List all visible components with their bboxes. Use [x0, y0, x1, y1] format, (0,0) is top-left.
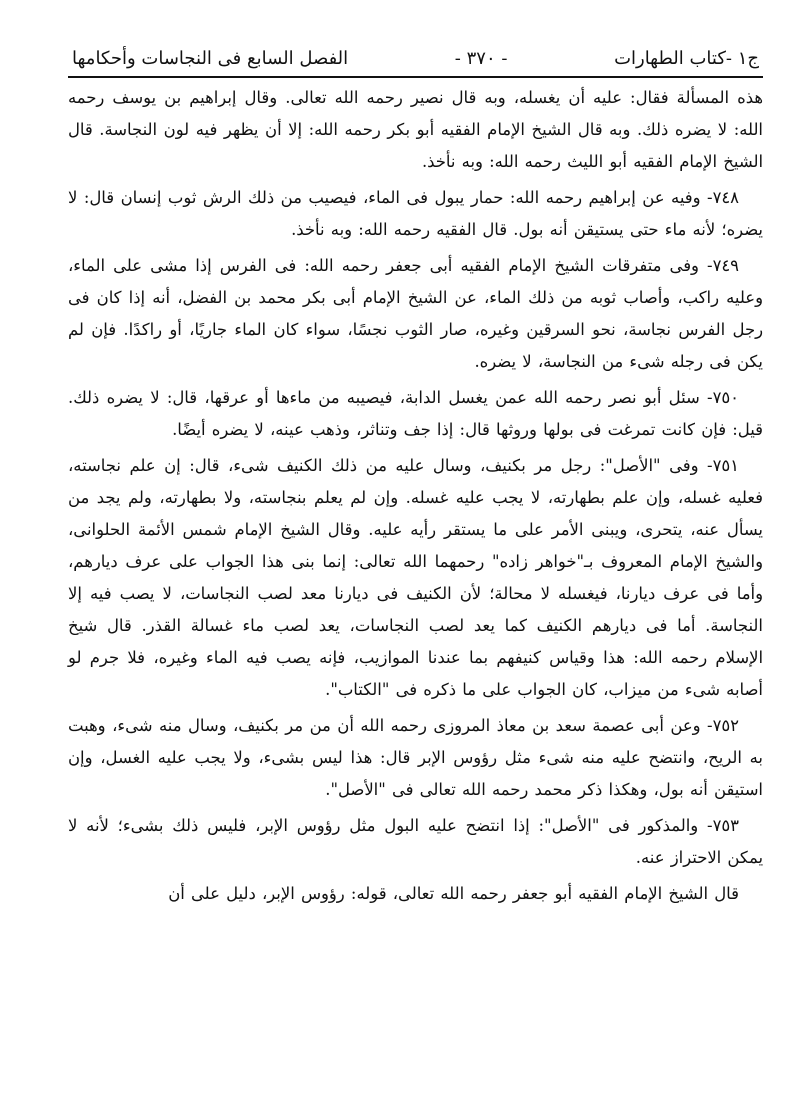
paragraph-748: ٧٤٨- وفيه عن إبراهيم رحمه الله: حمار يبول فى الماء، فيصيب من ذلك الرش ثوب إنسان قال: لا يضره؛ لأنه ماء حتى يستيقن أنه بول. قال الفقيه رحمه الله: وبه نأخذ.	[68, 188, 763, 239]
paragraph-751: ٧٥١- وفى "الأصل": رجل مر بكنيف، وسال عليه من ذلك الكنيف شىء، قال: إن علم نجاسته، فعليه غسله، وإن علم بطهارته، لا يجب عليه غسله. وإن لم يعلم بنجاسته، ولا بطهارته، ولم يجد من يسأل عنه، يتحرى، ويبنى الأمر على ما يستقر رأيه عليه. وقال الشيخ الإمام شمس الأئمة الحلوانى، والشيخ الإمام المعروف بـ"خواهر زاده" رحمهما الله تعالى: إنما بنى هذا الجواب على عرف ديارهم، وأما فى عرف ديارنا، فيغسله لا محالة؛ لأن الكنيف فى ديارنا معد لصب النجاسات، لا يصب فيه إلا النجاسة. أما فى ديارهم الكنيف كما يعد لصب النجاسات، يعد لصب ماء غسالة القذر. قال شيخ الإسلام رحمه الله: هذا وقياس كنيفهم بما عندنا الموازيب، فإنه يصب فيه الماء وغيره، فلا جرم لو أصابه شىء من ميزاب، كان الجواب على ما ذكره فى "الكتاب".	[68, 456, 763, 699]
paragraph-continuation: هذه المسألة فقال: عليه أن يغسله، وبه قال نصير رحمه الله تعالى. وقال إبراهيم بن يوسف رحمه الله: لا يضره ذلك. وبه قال الشيخ الإمام الفقيه أبو بكر رحمه الله: إلا أن يظهر فيه لون النجاسة. قال الشيخ الإمام الفقيه أبو الليث رحمه الله: وبه نأخذ.	[68, 88, 763, 171]
paragraph-749: ٧٤٩- وفى متفرقات الشيخ الإمام الفقيه أبى جعفر رحمه الله: فى الفرس إذا مشى على الماء، وعليه راكب، وأصاب ثوبه من ذلك الماء، عن الشيخ الإمام أبى بكر محمد بن الفضل، أنه إذا كان فى رجل الفرس نجاسة، نحو السرقين وغيره، صار الثوب نجسًا، سواء كان الماء جاريًا، أو راكدًا. فإن لم يكن فى رجله شىء من النجاسة، لا يضره.	[68, 256, 763, 371]
page-number: - ٣٧٠ -	[454, 48, 508, 69]
page	[68, 44, 763, 914]
header-book-title: ج١ -كتاب الطهارات	[614, 48, 759, 69]
paragraph-752: ٧٥٢- وعن أبى عصمة سعد بن معاذ المروزى رحمه الله أن من مر بكنيف، وسال منه شىء، وهبت به الريح، وانتضح عليه منه شىء مثل رؤوس الإبر قال: هذا ليس بشىء، ولا يجب عليه الغسل، وإن استيقن أنه بول، وهكذا ذكر محمد رحمه الله تعالى فى "الأصل".	[68, 716, 763, 799]
paragraph-750: ٧٥٠- سئل أبو نصر رحمه الله عمن يغسل الدابة، فيصيبه من ماءها أو عرقها، قال: لا يضره ذلك. قيل: فإن كانت تمرغت فى بولها وروثها قال: إذا جف وتناثر، وذهب عينه، لا يضره أيضًا.	[68, 388, 763, 439]
header-chapter-title: الفصل السابع فى النجاسات وأحكامها	[72, 48, 349, 69]
paragraph-closing: قال الشيخ الإمام الفقيه أبو جعفر رحمه الله تعالى، قوله: رؤوس الإبر، دليل على أن	[168, 884, 739, 903]
text-body	[68, 82, 763, 910]
running-header	[68, 44, 763, 76]
paragraph-753: ٧٥٣- والمذكور فى "الأصل": إذا انتضح عليه البول مثل رؤوس الإبر، فليس ذلك بشىء؛ لأنه لا يمكن الاحتراز عنه.	[68, 816, 763, 867]
header-rule	[68, 76, 763, 78]
